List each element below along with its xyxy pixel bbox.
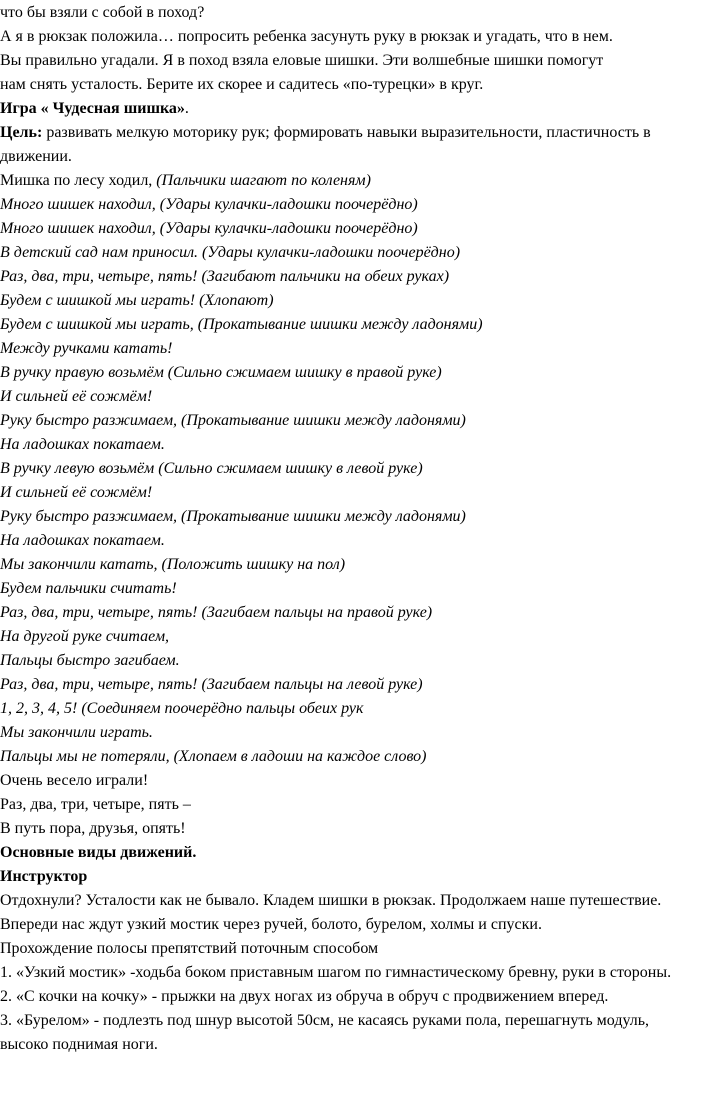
poem-line: Будем с шишкой мы играть, (Прокатывание шишки между ладонями) bbox=[0, 316, 483, 333]
obstacle-item: 3. «Бурелом» - подлезть под шнур высотой 50см, не касаясь руками пола, перешагнуть модуль, высоко поднимая ноги. bbox=[0, 1012, 650, 1053]
poem-line: На ладошках покатаем. bbox=[0, 532, 165, 549]
section-paragraph: Впереди нас ждут узкий мостик через ручей, болото, бурелом, холмы и спуски. bbox=[0, 916, 542, 933]
obstacle-item: 2. «С кочки на кочку» - прыжки на двух ногах из обруча в обруч с продвижением вперед. bbox=[0, 988, 609, 1005]
intro-line: А я в рюкзак положила… попросить ребенка засунуть руку в рюкзак и угадать, что в нем. bbox=[0, 28, 613, 45]
poem-line: Пальцы мы не потеряли, (Хлопаем в ладоши на каждое слово) bbox=[0, 748, 427, 765]
poem-line: Раз, два, три, четыре, пять! (Загибаем пальцы на левой руке) bbox=[0, 676, 423, 693]
intro-line: что бы взяли с собой в поход? bbox=[0, 4, 205, 21]
speaker-role: Инструктор bbox=[0, 868, 88, 885]
obstacle-item: 1. «Узкий мостик» -ходьба боком приставным шагом по гимнастическому бревну, руки в стороны. bbox=[0, 964, 672, 981]
section-paragraph: Прохождение полосы препятствий поточным способом bbox=[0, 940, 379, 957]
game-goal bbox=[0, 121, 698, 169]
poem-line: Между ручками катать! bbox=[0, 340, 173, 357]
poem-line: Много шишек находил, (Удары кулачки-ладошки поочерёдно) bbox=[0, 220, 418, 237]
intro-line: нам снять усталость. Берите их скорее и садитесь «по-турецки» в круг. bbox=[0, 76, 484, 93]
poem-line-plain: Мишка по лесу ходил, bbox=[0, 172, 157, 189]
poem-line: Руку быстро разжимаем, (Прокатывание шишки между ладонями) bbox=[0, 508, 466, 525]
poem-line: Мы закончили катать, (Положить шишку на пол) bbox=[0, 556, 346, 573]
poem-line: В детский сад нам приносил. (Удары кулачки-ладошки поочерёдно) bbox=[0, 244, 461, 261]
game-title-punct: . bbox=[184, 100, 189, 117]
poem-line-italic: (Пальчики шагают по коленям) bbox=[156, 172, 371, 189]
poem-line: Раз, два, три, четыре, пять! (Загибают пальчики на обеих руках) bbox=[0, 268, 450, 285]
game-title bbox=[0, 97, 698, 121]
poem-line: И сильней её сожмём! bbox=[0, 484, 153, 501]
poem-line: Мы закончили играть. bbox=[0, 724, 153, 741]
section-paragraph: Отдохнули? Усталости как не бывало. Кладем шишки в рюкзак. Продолжаем наше путешествие. bbox=[0, 892, 662, 909]
poem-line: На ладошках покатаем. bbox=[0, 436, 165, 453]
poem-line bbox=[0, 169, 698, 193]
poem-line: Очень весело играли! bbox=[0, 772, 149, 789]
poem-line: Раз, два, три, четыре, пять! (Загибаем пальцы на правой руке) bbox=[0, 604, 433, 621]
intro-line: Вы правильно угадали. Я в поход взяла еловые шишки. Эти волшебные шишки помогут bbox=[0, 52, 604, 69]
poem-line: Пальцы быстро загибаем. bbox=[0, 652, 180, 669]
section-heading: Основные виды движений. bbox=[0, 844, 197, 861]
poem-line: И сильней её сожмём! bbox=[0, 388, 153, 405]
goal-text: развивать мелкую моторику рук; формировать навыки выразительности, пластичность в движении. bbox=[0, 124, 651, 165]
poem-line: На другой руке считаем, bbox=[0, 628, 170, 645]
poem-line: 1, 2, 3, 4, 5! (Соединяем поочерёдно пальцы обеих рук bbox=[0, 700, 364, 717]
poem-line: В путь пора, друзья, опять! bbox=[0, 820, 186, 837]
game-title-text: Игра « Чудесная шишка» bbox=[0, 100, 185, 117]
poem-line: Будем пальчики считать! bbox=[0, 580, 177, 597]
poem-line: В ручку левую возьмём (Сильно сжимаем шишку в левой руке) bbox=[0, 460, 423, 477]
poem-line: В ручку правую возьмём (Сильно сжимаем шишку в правой руке) bbox=[0, 364, 442, 381]
goal-label: Цель: bbox=[0, 124, 43, 141]
poem-line: Много шишек находил, (Удары кулачки-ладошки поочерёдно) bbox=[0, 196, 418, 213]
poem-line: Руку быстро разжимаем, (Прокатывание шишки между ладонями) bbox=[0, 412, 466, 429]
poem-line: Будем с шишкой мы играть! (Хлопают) bbox=[0, 292, 274, 309]
poem-line: Раз, два, три, четыре, пять – bbox=[0, 796, 191, 813]
